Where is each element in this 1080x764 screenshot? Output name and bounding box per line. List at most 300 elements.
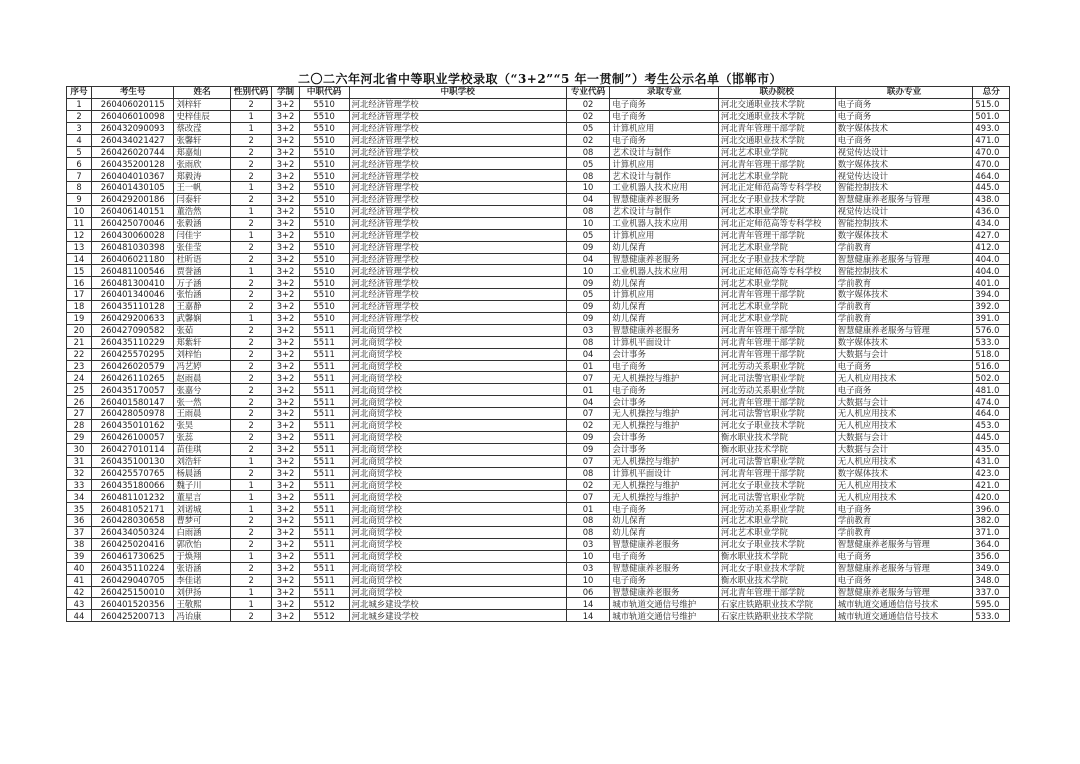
cell-major: 计算机应用 [610, 229, 718, 241]
cell-partner-major: 数字媒体技术 [835, 122, 973, 134]
cell-major: 艺术设计与制作 [610, 146, 718, 158]
cell-total-score: 518.0 [973, 348, 1010, 360]
cell-school-code: 5510 [299, 170, 349, 182]
cell-school-code: 5510 [299, 265, 349, 277]
cell-name: 万子涵 [174, 277, 230, 289]
cell-seq: 17 [67, 289, 92, 301]
cell-gender-code: 2 [230, 336, 272, 348]
cell-major: 计算机平面设计 [610, 336, 718, 348]
cell-major-code: 10 [566, 550, 610, 562]
cell-name: 郑毅涛 [174, 170, 230, 182]
cell-schooling: 3+2 [272, 503, 299, 515]
cell-gender-code: 1 [230, 598, 272, 610]
cell-gender-code: 2 [230, 396, 272, 408]
cell-exam-number: 260425570765 [92, 467, 174, 479]
cell-gender-code: 2 [230, 348, 272, 360]
cell-seq: 6 [67, 158, 92, 170]
cell-school: 河北城乡建设学校 [349, 598, 566, 610]
cell-name: 刘梓轩 [174, 99, 230, 111]
cell-total-score: 356.0 [973, 550, 1010, 562]
cell-major-code: 10 [566, 217, 610, 229]
cell-partner-major: 无人机应用技术 [835, 372, 973, 384]
cell-seq: 24 [67, 372, 92, 384]
cell-partner-major: 智慧健康养老服务与管理 [835, 324, 973, 336]
cell-major: 无人机操控与维护 [610, 420, 718, 432]
cell-schooling: 3+2 [272, 265, 299, 277]
cell-total-score: 533.0 [973, 336, 1010, 348]
cell-gender-code: 1 [230, 586, 272, 598]
cell-exam-number: 260406020115 [92, 99, 174, 111]
cell-gender-code: 2 [230, 431, 272, 443]
cell-partner-major: 智能控制技术 [835, 182, 973, 194]
table-row [67, 431, 1010, 443]
cell-major-code: 06 [566, 586, 610, 598]
cell-major: 会计事务 [610, 396, 718, 408]
cell-total-score: 464.0 [973, 170, 1010, 182]
cell-exam-number: 260427090582 [92, 324, 174, 336]
column-header: 性别代码 [230, 87, 272, 99]
column-header: 中职学校 [349, 87, 566, 99]
cell-seq: 20 [67, 324, 92, 336]
cell-school-code: 5511 [299, 372, 349, 384]
table-row [67, 455, 1010, 467]
cell-schooling: 3+2 [272, 360, 299, 372]
cell-seq: 25 [67, 384, 92, 396]
column-header: 考生号 [92, 87, 174, 99]
cell-gender-code: 2 [230, 253, 272, 265]
cell-exam-number: 260434050324 [92, 527, 174, 539]
table-row [67, 562, 1010, 574]
cell-major: 无人机操控与维护 [610, 491, 718, 503]
cell-total-score: 445.0 [973, 431, 1010, 443]
cell-seq: 8 [67, 182, 92, 194]
cell-partner-college: 河北艺术职业学院 [718, 170, 835, 182]
column-header: 联办专业 [835, 87, 973, 99]
cell-partner-major: 视觉传达设计 [835, 170, 973, 182]
cell-exam-number: 260425150010 [92, 586, 174, 598]
cell-schooling: 3+2 [272, 134, 299, 146]
cell-school: 河北商贸学校 [349, 348, 566, 360]
cell-partner-college: 河北青年管理干部学院 [718, 396, 835, 408]
cell-school-code: 5510 [299, 206, 349, 218]
cell-exam-number: 260435170057 [92, 384, 174, 396]
cell-total-score: 470.0 [973, 146, 1010, 158]
cell-school-code: 5511 [299, 384, 349, 396]
cell-partner-major: 电子商务 [835, 110, 973, 122]
cell-partner-major: 电子商务 [835, 503, 973, 515]
table-row [67, 408, 1010, 420]
cell-school-code: 5511 [299, 479, 349, 491]
cell-school-code: 5511 [299, 455, 349, 467]
cell-major-code: 07 [566, 455, 610, 467]
cell-exam-number: 260435110128 [92, 301, 174, 313]
cell-school-code: 5511 [299, 396, 349, 408]
cell-major: 智慧健康养老服务 [610, 586, 718, 598]
cell-exam-number: 260481052171 [92, 503, 174, 515]
cell-school-code: 5510 [299, 182, 349, 194]
cell-gender-code: 2 [230, 384, 272, 396]
cell-total-score: 427.0 [973, 229, 1010, 241]
cell-major-code: 07 [566, 372, 610, 384]
table-header-row [67, 87, 1010, 99]
cell-schooling: 3+2 [272, 182, 299, 194]
column-header: 录取专业 [610, 87, 718, 99]
cell-total-score: 391.0 [973, 313, 1010, 325]
cell-major: 工业机器人技术应用 [610, 217, 718, 229]
cell-exam-number: 260435110229 [92, 336, 174, 348]
cell-major-code: 02 [566, 134, 610, 146]
cell-partner-major: 数字媒体技术 [835, 336, 973, 348]
cell-gender-code: 2 [230, 277, 272, 289]
cell-name: 于焕翔 [174, 550, 230, 562]
cell-seq: 19 [67, 313, 92, 325]
table-row [67, 313, 1010, 325]
cell-schooling: 3+2 [272, 158, 299, 170]
cell-name: 张嘉兮 [174, 384, 230, 396]
cell-schooling: 3+2 [272, 491, 299, 503]
cell-schooling: 3+2 [272, 515, 299, 527]
cell-seq: 13 [67, 241, 92, 253]
cell-schooling: 3+2 [272, 122, 299, 134]
table-row [67, 503, 1010, 515]
cell-total-score: 431.0 [973, 455, 1010, 467]
cell-name: 王嘉静 [174, 301, 230, 313]
cell-partner-college: 河北青年管理干部学院 [718, 336, 835, 348]
cell-partner-major: 电子商务 [835, 574, 973, 586]
cell-seq: 4 [67, 134, 92, 146]
cell-gender-code: 1 [230, 265, 272, 277]
cell-major-code: 02 [566, 110, 610, 122]
cell-name: 王敬熙 [174, 598, 230, 610]
cell-school: 河北经济管理学校 [349, 110, 566, 122]
cell-major-code: 01 [566, 360, 610, 372]
cell-schooling: 3+2 [272, 301, 299, 313]
cell-major-code: 10 [566, 265, 610, 277]
cell-major: 智慧健康养老服务 [610, 194, 718, 206]
cell-exam-number: 260406021180 [92, 253, 174, 265]
cell-seq: 9 [67, 194, 92, 206]
cell-school-code: 5510 [299, 229, 349, 241]
cell-major: 电子商务 [610, 99, 718, 111]
cell-school: 河北商贸学校 [349, 360, 566, 372]
cell-partner-college: 河北青年管理干部学院 [718, 586, 835, 598]
cell-schooling: 3+2 [272, 170, 299, 182]
cell-schooling: 3+2 [272, 348, 299, 360]
cell-gender-code: 1 [230, 491, 272, 503]
cell-partner-major: 数字媒体技术 [835, 467, 973, 479]
cell-exam-number: 260401520356 [92, 598, 174, 610]
cell-major: 计算机应用 [610, 122, 718, 134]
cell-seq: 21 [67, 336, 92, 348]
cell-school: 河北商贸学校 [349, 455, 566, 467]
cell-school-code: 5510 [299, 99, 349, 111]
cell-gender-code: 2 [230, 538, 272, 550]
cell-schooling: 3+2 [272, 146, 299, 158]
cell-major-code: 05 [566, 289, 610, 301]
cell-exam-number: 260425200713 [92, 610, 174, 622]
cell-exam-number: 260435180066 [92, 479, 174, 491]
cell-school-code: 5511 [299, 431, 349, 443]
cell-major-code: 08 [566, 170, 610, 182]
cell-major-code: 08 [566, 206, 610, 218]
table-row [67, 146, 1010, 158]
cell-partner-major: 数字媒体技术 [835, 158, 973, 170]
cell-name: 王一帆 [174, 182, 230, 194]
cell-major-code: 09 [566, 313, 610, 325]
cell-major-code: 02 [566, 479, 610, 491]
cell-major: 城市轨道交通信号维护 [610, 598, 718, 610]
cell-gender-code: 2 [230, 99, 272, 111]
cell-exam-number: 260430060028 [92, 229, 174, 241]
cell-gender-code: 1 [230, 182, 272, 194]
cell-major: 电子商务 [610, 574, 718, 586]
table-row [67, 182, 1010, 194]
cell-total-score: 401.0 [973, 277, 1010, 289]
cell-exam-number: 260435110224 [92, 562, 174, 574]
cell-major: 工业机器人技术应用 [610, 182, 718, 194]
cell-major-code: 05 [566, 229, 610, 241]
cell-school: 河北经济管理学校 [349, 229, 566, 241]
cell-name: 张一然 [174, 396, 230, 408]
cell-partner-college: 河北女子职业技术学院 [718, 194, 835, 206]
cell-seq: 3 [67, 122, 92, 134]
cell-partner-major: 电子商务 [835, 134, 973, 146]
cell-partner-college: 河北青年管理干部学院 [718, 289, 835, 301]
table-row [67, 538, 1010, 550]
cell-school-code: 5511 [299, 503, 349, 515]
cell-partner-college: 河北艺术职业学院 [718, 206, 835, 218]
cell-name: 张语涵 [174, 562, 230, 574]
cell-schooling: 3+2 [272, 384, 299, 396]
cell-school: 河北商贸学校 [349, 491, 566, 503]
cell-name: 冯诒康 [174, 610, 230, 622]
cell-gender-code: 2 [230, 467, 272, 479]
cell-major: 艺术设计与制作 [610, 206, 718, 218]
cell-major-code: 09 [566, 301, 610, 313]
cell-partner-college: 河北女子职业技术学院 [718, 253, 835, 265]
cell-partner-college: 河北青年管理干部学院 [718, 324, 835, 336]
cell-total-score: 576.0 [973, 324, 1010, 336]
cell-gender-code: 2 [230, 194, 272, 206]
table-row [67, 277, 1010, 289]
cell-gender-code: 1 [230, 122, 272, 134]
cell-gender-code: 2 [230, 527, 272, 539]
table-row [67, 217, 1010, 229]
cell-partner-major: 电子商务 [835, 384, 973, 396]
cell-school: 河北经济管理学校 [349, 122, 566, 134]
table-row [67, 384, 1010, 396]
cell-major: 无人机操控与维护 [610, 372, 718, 384]
cell-schooling: 3+2 [272, 586, 299, 598]
table-row [67, 479, 1010, 491]
cell-school-code: 5511 [299, 550, 349, 562]
table-row [67, 253, 1010, 265]
cell-school: 河北经济管理学校 [349, 241, 566, 253]
cell-major-code: 03 [566, 538, 610, 550]
cell-exam-number: 260426110265 [92, 372, 174, 384]
cell-school: 河北经济管理学校 [349, 289, 566, 301]
cell-exam-number: 260481300410 [92, 277, 174, 289]
cell-major-code: 14 [566, 598, 610, 610]
cell-total-score: 533.0 [973, 610, 1010, 622]
cell-total-score: 445.0 [973, 182, 1010, 194]
cell-schooling: 3+2 [272, 610, 299, 622]
cell-gender-code: 2 [230, 420, 272, 432]
cell-school: 河北商贸学校 [349, 467, 566, 479]
cell-exam-number: 260432090093 [92, 122, 174, 134]
cell-school-code: 5512 [299, 598, 349, 610]
cell-name: 白雨涵 [174, 527, 230, 539]
cell-major: 会计事务 [610, 443, 718, 455]
cell-exam-number: 260434021427 [92, 134, 174, 146]
cell-partner-college: 河北女子职业技术学院 [718, 538, 835, 550]
cell-exam-number: 260426100057 [92, 431, 174, 443]
table-row [67, 527, 1010, 539]
table-row [67, 134, 1010, 146]
cell-major: 计算机应用 [610, 158, 718, 170]
document-title: 二〇二六年河北省中等职业学校录取（“3+2”“5 年一贯制”）考生公示名单（邯郸市） [298, 72, 782, 86]
cell-exam-number: 260429040705 [92, 574, 174, 586]
cell-total-score: 516.0 [973, 360, 1010, 372]
cell-seq: 7 [67, 170, 92, 182]
cell-partner-major: 无人机应用技术 [835, 491, 973, 503]
cell-gender-code: 2 [230, 134, 272, 146]
cell-schooling: 3+2 [272, 313, 299, 325]
cell-major: 智慧健康养老服务 [610, 253, 718, 265]
cell-name: 闫佳宇 [174, 229, 230, 241]
cell-partner-college: 石家庄铁路职业技术学院 [718, 610, 835, 622]
cell-total-score: 420.0 [973, 491, 1010, 503]
cell-partner-college: 衡水职业技术学院 [718, 574, 835, 586]
cell-exam-number: 260429200633 [92, 313, 174, 325]
table-row [67, 360, 1010, 372]
cell-seq: 14 [67, 253, 92, 265]
cell-total-score: 595.0 [973, 598, 1010, 610]
cell-school: 河北商贸学校 [349, 408, 566, 420]
cell-seq: 18 [67, 301, 92, 313]
cell-school: 河北商贸学校 [349, 527, 566, 539]
cell-major-code: 04 [566, 194, 610, 206]
cell-major: 无人机操控与维护 [610, 479, 718, 491]
cell-exam-number: 260401580147 [92, 396, 174, 408]
cell-school: 河北经济管理学校 [349, 134, 566, 146]
cell-name: 刘浩轩 [174, 455, 230, 467]
cell-seq: 35 [67, 503, 92, 515]
cell-partner-college: 河北交通职业技术学院 [718, 134, 835, 146]
table-row [67, 574, 1010, 586]
cell-major: 智慧健康养老服务 [610, 538, 718, 550]
cell-school: 河北经济管理学校 [349, 253, 566, 265]
cell-gender-code: 2 [230, 515, 272, 527]
cell-school-code: 5511 [299, 562, 349, 574]
cell-partner-college: 河北艺术职业学院 [718, 146, 835, 158]
cell-partner-major: 学前教育 [835, 277, 973, 289]
cell-major-code: 08 [566, 515, 610, 527]
cell-school: 河北商贸学校 [349, 336, 566, 348]
cell-total-score: 436.0 [973, 206, 1010, 218]
cell-exam-number: 260429200186 [92, 194, 174, 206]
cell-school-code: 5510 [299, 194, 349, 206]
cell-total-score: 438.0 [973, 194, 1010, 206]
cell-schooling: 3+2 [272, 408, 299, 420]
cell-major-code: 07 [566, 491, 610, 503]
cell-total-score: 453.0 [973, 420, 1010, 432]
cell-school-code: 5510 [299, 158, 349, 170]
cell-exam-number: 260427010114 [92, 443, 174, 455]
cell-exam-number: 260481101232 [92, 491, 174, 503]
cell-total-score: 412.0 [973, 241, 1010, 253]
cell-school: 河北商贸学校 [349, 443, 566, 455]
cell-gender-code: 2 [230, 170, 272, 182]
table-row [67, 122, 1010, 134]
cell-partner-major: 智慧健康养老服务与管理 [835, 586, 973, 598]
cell-schooling: 3+2 [272, 194, 299, 206]
cell-partner-college: 河北青年管理干部学院 [718, 158, 835, 170]
cell-schooling: 3+2 [272, 372, 299, 384]
cell-name: 郑紫轩 [174, 336, 230, 348]
cell-seq: 5 [67, 146, 92, 158]
cell-partner-college: 石家庄铁路职业技术学院 [718, 598, 835, 610]
cell-schooling: 3+2 [272, 455, 299, 467]
cell-name: 史梓佳辰 [174, 110, 230, 122]
cell-partner-college: 河北艺术职业学院 [718, 277, 835, 289]
cell-partner-major: 学前教育 [835, 515, 973, 527]
cell-partner-major: 学前教育 [835, 527, 973, 539]
cell-total-score: 423.0 [973, 467, 1010, 479]
cell-school-code: 5511 [299, 348, 349, 360]
cell-school-code: 5510 [299, 217, 349, 229]
cell-name: 武馨娴 [174, 313, 230, 325]
cell-exam-number: 260435100130 [92, 455, 174, 467]
cell-seq: 33 [67, 479, 92, 491]
cell-gender-code: 2 [230, 217, 272, 229]
admission-table [66, 86, 1010, 622]
cell-total-score: 515.0 [973, 99, 1010, 111]
cell-name: 曹梦可 [174, 515, 230, 527]
table-row [67, 99, 1010, 111]
table-row [67, 289, 1010, 301]
cell-major-code: 01 [566, 503, 610, 515]
cell-schooling: 3+2 [272, 253, 299, 265]
cell-partner-major: 大数据与会计 [835, 348, 973, 360]
cell-partner-college: 河北劳动关系职业学院 [718, 384, 835, 396]
cell-name: 郭欣怡 [174, 538, 230, 550]
cell-school-code: 5510 [299, 277, 349, 289]
cell-major: 无人机操控与维护 [610, 408, 718, 420]
cell-seq: 44 [67, 610, 92, 622]
cell-partner-college: 河北青年管理干部学院 [718, 122, 835, 134]
cell-major: 计算机应用 [610, 289, 718, 301]
cell-school: 河北商贸学校 [349, 574, 566, 586]
cell-major-code: 02 [566, 99, 610, 111]
cell-partner-college: 河北艺术职业学院 [718, 241, 835, 253]
cell-school-code: 5512 [299, 610, 349, 622]
cell-gender-code: 1 [230, 110, 272, 122]
cell-seq: 41 [67, 574, 92, 586]
cell-partner-major: 大数据与会计 [835, 396, 973, 408]
cell-major-code: 10 [566, 182, 610, 194]
cell-gender-code: 2 [230, 610, 272, 622]
cell-school: 河北经济管理学校 [349, 301, 566, 313]
cell-school-code: 5511 [299, 420, 349, 432]
cell-gender-code: 2 [230, 574, 272, 586]
cell-major-code: 03 [566, 562, 610, 574]
cell-schooling: 3+2 [272, 110, 299, 122]
cell-major-code: 05 [566, 122, 610, 134]
cell-partner-college: 河北正定师范高等专科学校 [718, 265, 835, 277]
cell-exam-number: 260426020744 [92, 146, 174, 158]
cell-major-code: 04 [566, 396, 610, 408]
